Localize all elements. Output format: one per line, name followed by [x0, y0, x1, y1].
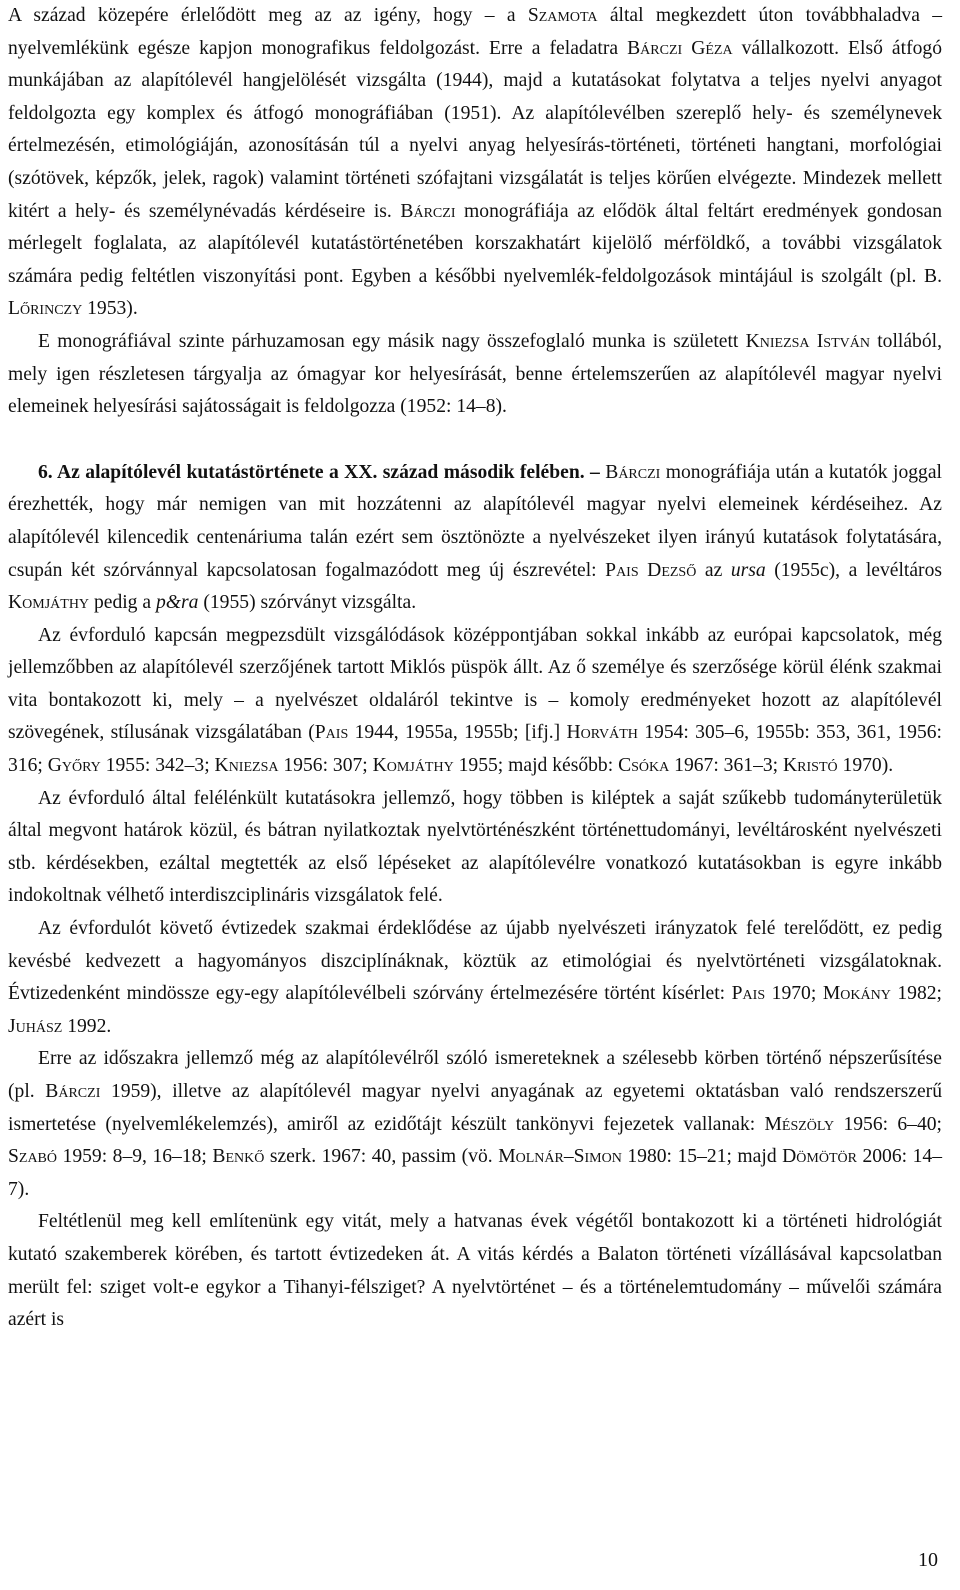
section-gap: [8, 424, 942, 457]
author-name: Szabó: [8, 1146, 58, 1168]
author-name: Juhász: [8, 1015, 63, 1037]
paragraph: Az évfordulót követő évtizedek szakmai érdeklődése az újabb nyelvészeti irányzatok felé terelődött, ez pedig kevésbé kedvezett a hagyományos diszciplínáknak, köztük az etimológiai és nyelvtörténeti vizsgálatoknak. Évtizedenként mindössze egy-egy alapítólevélbeli szórvány értelmezésére történt kísérlet: Pais 1970; Mokány 1982; Juhász 1992.: [8, 918, 942, 1037]
author-name: Dömötör: [782, 1146, 857, 1168]
author-name: Horváth: [566, 722, 638, 744]
author-name: Mészöly: [764, 1113, 835, 1135]
author-name: Kniezsa István: [745, 330, 870, 352]
author-name: Bárczi: [605, 461, 661, 483]
author-name: Kristó: [783, 755, 838, 777]
author-name: Szamota: [527, 5, 598, 26]
italic-term: ursa: [730, 559, 766, 581]
author-name: Bárczi: [400, 200, 456, 222]
section-heading: 6. Az alapítólevél kutatástörténete a XX. század második felében. –: [38, 461, 600, 483]
author-name: Komjáthy: [8, 592, 90, 614]
paragraph: Feltétlenül meg kell említenünk egy vitát, mely a hatvanas évek végétől bontakozott ki a történeti hidrológiát kutató szakemberek körében, és tartott évtizedeken át. A vitás kérdés a Balaton történeti vízállásával kapcsolatban merült fel: sziget volt-e egykor a Tihanyi-félsziget? A nyelvtörténet – és a történelemtudomány – művelői számára azért is: [8, 1211, 942, 1331]
paragraph: Az évforduló által felélénkült kutatásokra jellemző, hogy többen is kiléptek a saját szűkebb tudományterületük által megvont határok közül, és bátran nyilatkoztak nyelvtörténészként történettudományi, levéltárosként nyelvészeti stb. kérdésekben, ezáltal megtették az első lépéseket az alapítólevélre vonatkozó kutatásokban is egyre inkább indokoltnak vélhető interdiszciplináris vizsgálatok felé.: [8, 787, 942, 907]
italic-term: p&ra: [155, 592, 199, 614]
body-text: [8, 0, 942, 1337]
paragraph: Erre az időszakra jellemző még az alapítólevélről szóló ismereteknek a szélesebb körben történő népszerűsítése (pl. Bárczi 1959), illetve az alapítólevél magyar nyelvi anyagának az egyetemi oktatásban való rendszerszerű ismertetése (nyelvemlékelemzés), amiről az ezidőtájt készült tankönyvi fejezetek vallanak: Mészöly 1956: 6–40; Szabó 1959: 8–9, 16–18; Benkő szerk. 1967: 40, passim (vö. Molnár–Simon 1980: 15–21; majd Dömötör 2006: 14–7).: [8, 1048, 942, 1200]
author-name: Pais Dezső: [605, 559, 697, 581]
author-name: Lőrinczy: [8, 298, 83, 320]
author-name: Molnár–Simon: [498, 1146, 622, 1168]
author-name: Benkő: [212, 1146, 265, 1168]
paragraph: E monográfiával szinte párhuzamosan egy másik nagy összefoglaló munka is született Kniezsa István tollából, mely igen részletesen tárgyalja az ómagyar kor helyesírását, benne értelemszerűen az alapítólevél magyar nyelvi elemeinek helyesírási sajátosságait is feldolgozza (1952: 14–8).: [8, 330, 942, 418]
author-name: Mokány: [822, 983, 891, 1005]
author-name: Bárczi Géza: [627, 37, 733, 59]
author-name: Győry: [47, 755, 101, 777]
paragraph: Az évforduló kapcsán megpezsdült vizsgálódások középpontjában sokkal inkább az európai kapcsolatok, még jellemzőbben az alapítólevél szerzőjének tartott Miklós püspök állt. Az ő személye és szerzősége körül élénk szakmai vita bontakozott ki, mely – a nyelvészet oldaláról tekintve is – komoly eredményeket hozott az alapítólevél szövegének, stílusának vizsgálatában (Pais 1944, 1955a, 1955b; [ifj.] Horváth 1954: 305–6, 1955b: 353, 361, 1956: 316; Győry 1955: 342–3; Kniezsa 1956: 307; Komjáthy 1955; majd később: Csóka 1967: 361–3; Kristó 1970).: [8, 624, 942, 777]
author-name: Pais: [314, 722, 349, 744]
page-number: 10: [918, 1549, 938, 1571]
author-name: Komjáthy: [372, 755, 454, 777]
paragraph: A század közepére érlelődött meg az az igény, hogy – a Szamota által megkezdett úton továbbhaladva – nyelvemlékünk egésze kapjon monografikus feldolgozást. Erre a feladatra Bárczi Géza vállalkozott. Első átfogó munkájában az alapítólevél hangjelölését vizsgálta (1944), majd a kutatásokat folytatva a teljes nyelvi anyagot feldolgozta egy komplex és átfogó monográfiában (1951). Az alapítólevélben szereplő hely- és személynevek értelmezésén, etimológiáján, azonosításán túl a nyelvi anyag helyesírás-történeti, történeti hangtani, morfológiai (szótövek, képzők, jelek, ragok) valamint történeti szófajtani vizsgálatát is teljes körűen elvégezte. Mindezek mellett kitért a hely- és személynévadás kérdéseire is. Bárczi monográfiája az elődök által feltárt eredmények gondosan mérlegelt foglalata, az alapítólevél kutatástörténetében korszakhatárt kijelölő mérföldkő, a további vizsgálatok számára pedig feltétlen viszonyítási pont. Egyben a későbbi nyelvemlék-feldolgozások mintájául is szolgált (pl. B. Lőrinczy 1953).: [8, 5, 943, 320]
author-name: Bárczi: [45, 1081, 101, 1102]
author-name: Pais: [731, 983, 766, 1005]
author-name: Kniezsa: [214, 755, 279, 777]
section-heading-paragraph: 6. Az alapítólevél kutatástörténete a XX. század második felében. – Bárczi monográfiája után a kutatók joggal érezhették, hogy már nemigen van mit hozzátenni az alapítólevél magyar nyelvi elemeinek kérdéseihez. Az alapítólevél kilencedik centenáriuma talán ezért sem ösztönözte a nyelvészeket ilyen irányú kutatások folytatására, csupán két szórvánnyal kapcsolatosan fogalmazódott meg új észrevétel: Pais Dezső az ursa (1955c), a levéltáros Komjáthy pedig a p&ra (1955) szórványt vizsgálta.: [8, 461, 942, 614]
author-name: Csóka: [618, 755, 670, 777]
